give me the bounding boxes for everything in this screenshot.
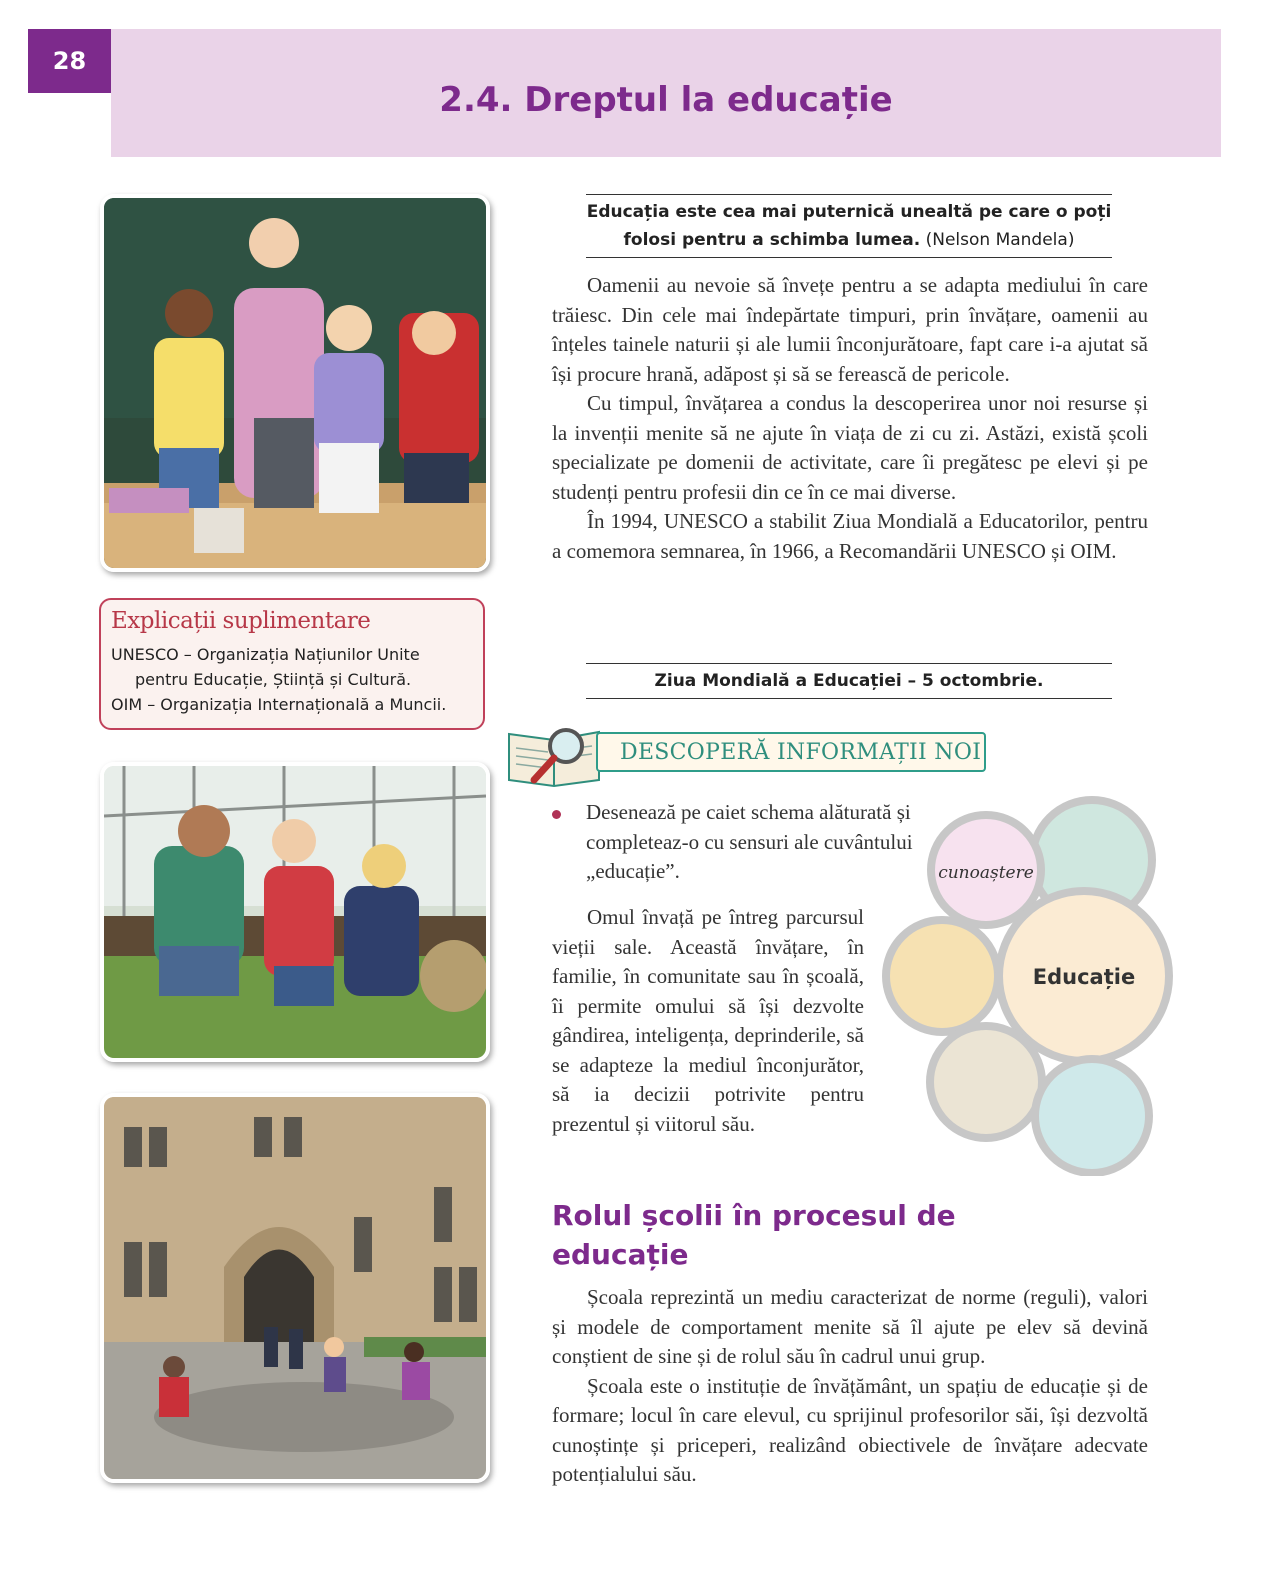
omul-paragraph-text: Omul învață pe întreg parcursul vieții sale. Această învățare, în familie, în comunitate sau în școală, îi permite omului să își dezvolte gândirea, inteligența, deprinderile, să se adapteze la mediul înconjurător, să ia decizii potrivite pentru prezentul și viitorul său. bbox=[552, 905, 864, 1136]
intro-paragraph-3: În 1994, UNESCO a stabilit Ziua Mondială a Educatorilor, pentru a comemora semnarea, în 1966, a Recomandării UNESCO și OIM. bbox=[552, 509, 1148, 563]
page-number: 28 bbox=[28, 29, 111, 93]
diagram-center-label: Educație bbox=[1032, 965, 1136, 989]
section-paragraph-1: Școala reprezintă un mediu caracterizat de norme (reguli), valori și modele de comportament menite să îl ajute pe elev să devină conștient de sine și de rolul său în cadrul unui grup. bbox=[552, 1285, 1148, 1368]
omul-paragraph bbox=[552, 903, 864, 1139]
world-day-text: Ziua Mondială a Educației – 5 octombrie. bbox=[654, 671, 1044, 691]
bullet-icon bbox=[552, 810, 561, 819]
section-paragraph-2: Școala este o instituție de învățământ, un spațiu de educație și de formare; locul în care elevul, cu sprijinul profesorilor săi, își dezvoltă cunoștințe și priceperi, realizând obiectivele de învățare adecvate potențialului său. bbox=[552, 1373, 1148, 1486]
explanations-title: Explicații suplimentare bbox=[111, 608, 371, 634]
intro-paragraph-1: Oamenii au nevoie să învețe pentru a se adapta mediului în care trăiesc. Din cele mai îndepărtate timpuri, prin învățare, oamenii au înțeles tainele naturii și ale lumii înconjurătoare, fapt care i-a ajutat să își procure hrană, adăpost și să se ferească de pericole. bbox=[552, 273, 1148, 386]
diagram-example-label: cunoaștere bbox=[938, 863, 1034, 883]
discover-bullet-text: Desenează pe caiet schema alăturată și completeaz-o cu sensuri ale cuvântului „educație”. bbox=[586, 800, 913, 883]
page-title: 2.4. Dreptul la educație bbox=[439, 80, 893, 120]
classroom-photo bbox=[100, 194, 490, 572]
discover-label: DESCOPERĂ INFORMAȚII NOI bbox=[596, 732, 986, 772]
intro-text bbox=[552, 271, 1148, 566]
explanation-unesco: UNESCO – Organizația Națiunilor Unite bbox=[111, 645, 420, 664]
explanation-oim: OIM – Organizația Internațională a Muncii. bbox=[111, 695, 447, 714]
diagram-circle-bottom-left bbox=[930, 1026, 1042, 1138]
diagram-circle-left bbox=[886, 920, 998, 1032]
quote-box bbox=[586, 194, 1112, 258]
discover-bullet bbox=[552, 798, 932, 887]
quote-author: (Nelson Mandela) bbox=[920, 230, 1075, 250]
section-text bbox=[552, 1283, 1148, 1490]
greenhouse-photo bbox=[100, 762, 490, 1062]
diagram-circle-bottom-right bbox=[1035, 1059, 1149, 1173]
explanation-unesco-cont: pentru Educație, Știință și Cultură. bbox=[135, 670, 412, 689]
quote-text: Educația este cea mai puternică unealtă pe care o poți folosi pentru a schimba lumea. bbox=[586, 202, 1112, 250]
university-photo bbox=[100, 1093, 490, 1483]
education-concept-diagram bbox=[880, 776, 1180, 1176]
section-title: Rolul școlii în procesul de educație bbox=[552, 1199, 956, 1271]
world-day-box bbox=[586, 663, 1112, 699]
intro-paragraph-2: Cu timpul, învățarea a condus la descoperirea unor noi resurse și la invenții menite să ne ajute în viața de zi cu zi. Astăzi, există școli specializate pe domenii de activitate, care îi pregătesc pe elevi și pe studenți pentru profesii din ce în ce mai diverse. bbox=[552, 391, 1148, 504]
explanations-box bbox=[99, 598, 485, 730]
